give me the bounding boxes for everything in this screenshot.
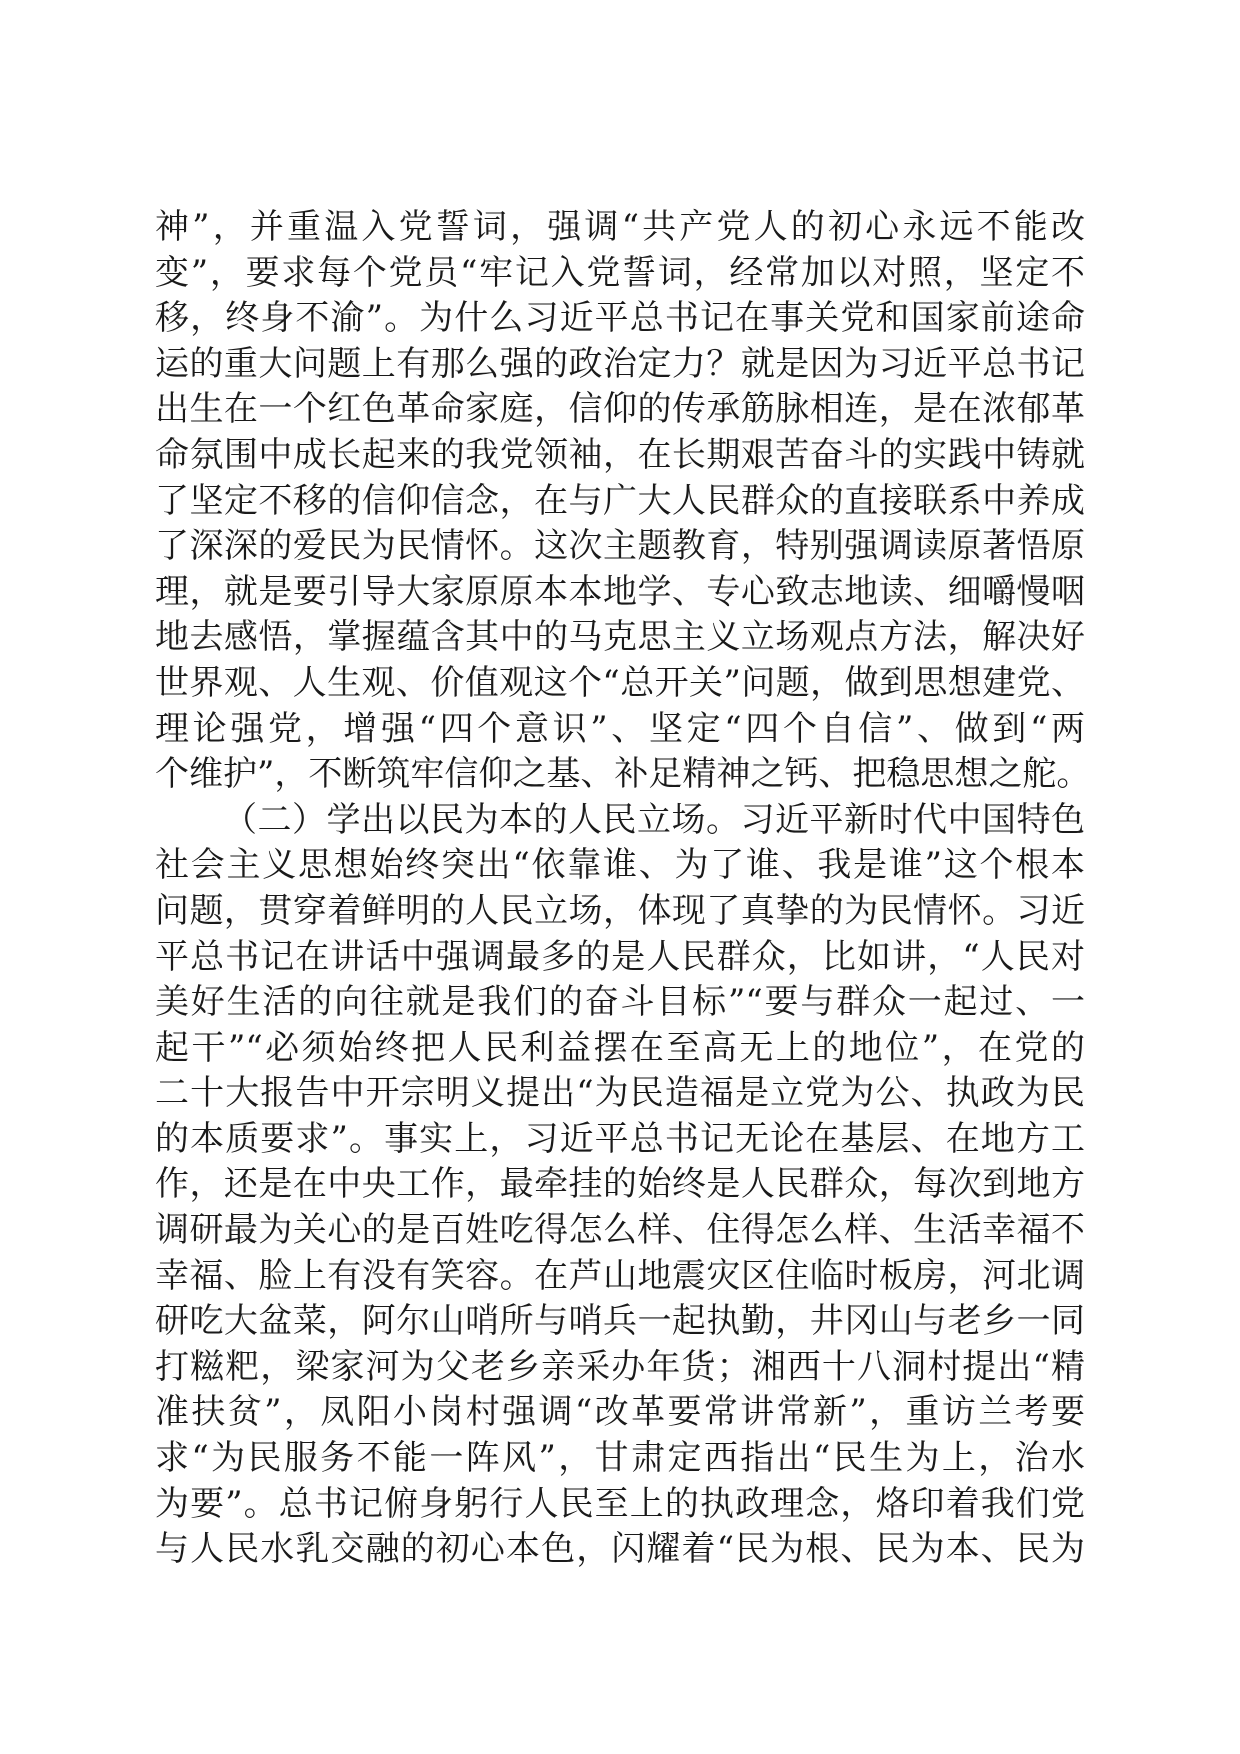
text-line: 与人民水乳交融的初心本色，闪耀着“民为根、民为本、民为 xyxy=(155,1529,1085,1570)
text-line: 了深深的爱民为民情怀。这次主题教育，特别强调读原著悟原 xyxy=(155,526,1085,567)
text-line: 问题，贯穿着鲜明的人民立场，体现了真挚的为民情怀。习近 xyxy=(155,890,1085,931)
text-line: 美好生活的向往就是我们的奋斗目标”“要与群众一起过、一 xyxy=(155,982,1085,1023)
text-line: 幸福、脸上有没有笑容。在芦山地震灾区住临时板房，河北调 xyxy=(155,1255,1085,1296)
text-line: 理论强党，增强“四个意识”、坚定“四个自信”、做到“两 xyxy=(155,708,1085,749)
text-line: 地去感悟，掌握蕴含其中的马克思主义立场观点方法，解决好 xyxy=(155,617,1085,658)
section-heading-line: （二）学出以民为本的人民立场。习近平新时代中国特色 xyxy=(223,799,1085,840)
text-line: 移，终身不渝”。为什么习近平总书记在事关党和国家前途命 xyxy=(155,298,1085,339)
text-line: 平总书记在讲话中强调最多的是人民群众，比如讲，“人民对 xyxy=(155,936,1085,977)
text-line: 出生在一个红色革命家庭，信仰的传承筋脉相连，是在浓郁革 xyxy=(155,389,1085,430)
text-line: 神”，并重温入党誓词，强调“共产党人的初心永远不能改 xyxy=(155,207,1085,247)
text-line: 调研最为关心的是百姓吃得怎么样、住得怎么样、生活幸福不 xyxy=(155,1210,1085,1251)
text-line: 作，还是在中央工作，最牵挂的始终是人民群众，每次到地方 xyxy=(155,1164,1085,1205)
text-line: 理，就是要引导大家原原本本地学、专心致志地读、细嚼慢咽 xyxy=(155,571,1085,612)
body-text xyxy=(155,205,1091,1573)
text-line: 社会主义思想始终突出“依靠谁、为了谁、我是谁”这个根本 xyxy=(155,845,1085,886)
text-line: 求“为民服务不能一阵风”，甘肃定西指出“民生为上，治水 xyxy=(155,1438,1085,1479)
text-line: 变”，要求每个党员“牢记入党誓词，经常加以对照，坚定不 xyxy=(155,252,1085,293)
text-line: 起干”“必须始终把人民利益摆在至高无上的地位”，在党的 xyxy=(155,1027,1085,1068)
text-line: 的本质要求”。事实上，习近平总书记无论在基层、在地方工 xyxy=(155,1118,1085,1159)
text-line: 二十大报告中开宗明义提出“为民造福是立党为公、执政为民 xyxy=(155,1073,1085,1114)
text-line: 准扶贫”，凤阳小岗村强调“改革要常讲常新”，重访兰考要 xyxy=(155,1392,1085,1433)
text-line: 了坚定不移的信仰信念，在与广大人民群众的直接联系中养成 xyxy=(155,480,1085,521)
text-line: 命氛围中成长起来的我党领袖，在长期艰苦奋斗的实践中铸就 xyxy=(155,434,1085,475)
text-line: 世界观、人生观、价值观这个“总开关”问题，做到思想建党、 xyxy=(155,662,1085,703)
text-line: 研吃大盆菜，阿尔山哨所与哨兵一起执勤，井冈山与老乡一同 xyxy=(155,1301,1085,1342)
text-line: 打糍粑，梁家河为父老乡亲采办年货；湘西十八洞村提出“精 xyxy=(155,1346,1085,1387)
text-line: 为要”。总书记俯身躬行人民至上的执政理念，烙印着我们党 xyxy=(155,1483,1085,1524)
text-line: 个维护”，不断筑牢信仰之基、补足精神之钙、把稳思想之舵。 xyxy=(155,754,1091,795)
text-line: 运的重大问题上有那么强的政治定力？就是因为习近平总书记 xyxy=(155,343,1085,384)
